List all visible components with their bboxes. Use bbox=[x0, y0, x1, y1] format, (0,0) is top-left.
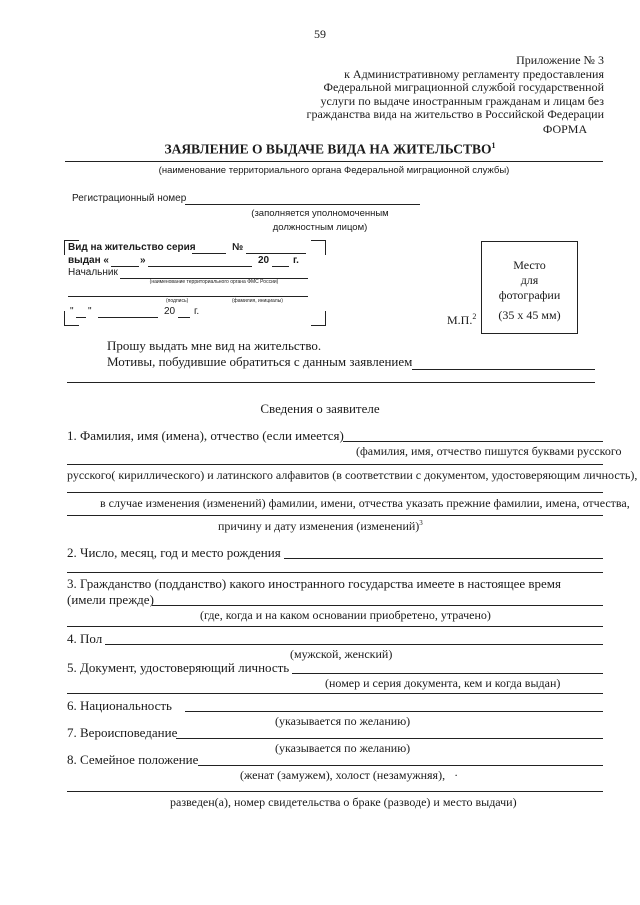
field4-hint: (мужской, женский) bbox=[290, 647, 393, 661]
field1-input-line-4[interactable] bbox=[67, 515, 603, 516]
field2-input-line-2[interactable] bbox=[67, 572, 603, 573]
field6-hint: (указывается по желанию) bbox=[275, 714, 411, 728]
page-number: 59 bbox=[314, 27, 326, 41]
document-title bbox=[70, 141, 590, 158]
field2-label: 2. Число, месяц, год и место рождения bbox=[67, 545, 281, 560]
photo-caption-3: фотографии bbox=[498, 288, 561, 302]
stamp-signature-line[interactable] bbox=[68, 296, 308, 297]
motives-input-line[interactable] bbox=[412, 369, 595, 370]
title-footnote: 1 bbox=[491, 141, 496, 150]
appendix-line-4: услуги по выдаче иностранным гражданам и лицам без bbox=[320, 93, 604, 108]
seal-place-footnote: 2 bbox=[472, 312, 477, 321]
stamp-date-day-input[interactable] bbox=[76, 317, 86, 318]
stamp-issued-quote: » bbox=[140, 255, 146, 266]
field3-input-line[interactable] bbox=[152, 605, 603, 606]
registration-label: Регистрационный номер bbox=[72, 193, 187, 204]
stamp-number-input[interactable] bbox=[246, 253, 306, 254]
field1-input-line-2[interactable] bbox=[67, 464, 603, 465]
field8-hint-2: разведен(а), номер свидетельства о браке (разводе) и место выдачи) bbox=[170, 795, 517, 809]
stamp-issued-year-suffix: г. bbox=[293, 255, 299, 266]
stamp-name-caption: (фамилия, инициалы) bbox=[232, 298, 283, 304]
stamp-series-label: Вид на жительство серия bbox=[68, 242, 196, 253]
stamp-head-label: Начальник bbox=[68, 267, 118, 278]
seal-place-text: М.П. bbox=[447, 313, 473, 327]
field1-hint-4-wrap bbox=[218, 519, 423, 534]
appendix-line-1: Приложение № 3 bbox=[516, 53, 604, 67]
field8-hint-1-wrap bbox=[240, 768, 458, 783]
stamp-series-input[interactable] bbox=[192, 253, 226, 254]
field1-hint-4: причину и дату изменения (изменений) bbox=[218, 519, 420, 533]
stamp-date-month-input[interactable] bbox=[98, 317, 158, 318]
field3-input-line-2[interactable] bbox=[67, 626, 603, 627]
authority-caption: (наименование территориального органа Федеральной миграционной службы) bbox=[158, 165, 510, 176]
field1-input-line-3[interactable] bbox=[67, 492, 603, 493]
field1-label: 1. Фамилия, имя (имена), отчество (если имеется) bbox=[67, 428, 344, 443]
stamp-sign-caption: (подпись) bbox=[166, 298, 189, 304]
field8-input-line-2[interactable] bbox=[67, 791, 603, 792]
title-text: ЗАЯВЛЕНИЕ О ВЫДАЧЕ ВИДА НА ЖИТЕЛЬСТВО bbox=[164, 141, 492, 157]
registration-caption-1: (заполняется уполномоченным bbox=[251, 208, 389, 219]
stamp-date-quote-close: " bbox=[88, 306, 92, 317]
appendix-header bbox=[300, 54, 604, 122]
corner-bottom-right bbox=[311, 311, 326, 326]
stamp-fms-caption: (наименование территориального органа ФМС России) bbox=[149, 279, 279, 285]
field3-label-2: (имели прежде) bbox=[67, 592, 154, 607]
section-title: Сведения о заявителе bbox=[260, 401, 380, 416]
field3-label-1: 3. Гражданство (подданство) какого иностранного государства имеете в настоящее время bbox=[67, 576, 561, 591]
corner-top-right bbox=[311, 240, 326, 255]
stamp-issued-year-input[interactable] bbox=[272, 266, 289, 267]
field1-hint-1: (фамилия, имя, отчество пишутся буквами русского bbox=[356, 444, 622, 458]
stamp-issued-year-prefix: 20 bbox=[258, 255, 270, 266]
photo-caption-1: Место bbox=[513, 258, 546, 272]
field1-hint-3: в случае изменения (изменений) фамилии, имени, отчества указать прежние фамилии, имена, отчества, bbox=[100, 496, 630, 510]
field7-hint: (указывается по желанию) bbox=[275, 741, 411, 755]
appendix-line-2: к Административному регламенту предоставления bbox=[344, 66, 604, 81]
field2-input-line[interactable] bbox=[284, 558, 603, 559]
field1-footnote: 3 bbox=[419, 519, 423, 527]
photo-size: (35 х 45 мм) bbox=[498, 308, 561, 322]
authority-line[interactable] bbox=[65, 161, 603, 162]
field1-hint-2: русского( кириллического) и латинского алфавитов (в соответствии с документом, удостоверяющим личность), bbox=[67, 468, 638, 482]
motives-label: Мотивы, побудившие обратиться с данным заявлением bbox=[107, 354, 413, 369]
field4-input-line[interactable] bbox=[105, 644, 603, 645]
stamp-date-year-prefix: 20 bbox=[164, 306, 176, 317]
field3-hint: (где, когда и на каком основании приобретено, утрачено) bbox=[200, 608, 491, 622]
field5-input-line-2[interactable] bbox=[67, 693, 603, 694]
field8-label: 8. Семейное положение bbox=[67, 752, 199, 767]
stamp-issued-month-input[interactable] bbox=[148, 266, 252, 267]
photo-caption bbox=[482, 258, 577, 303]
motives-input-line-2[interactable] bbox=[67, 382, 595, 383]
field7-label: 7. Вероисповедание bbox=[67, 725, 178, 740]
field1-input-line[interactable] bbox=[343, 441, 603, 442]
registration-caption-2: должностным лицом) bbox=[272, 222, 368, 233]
field5-hint: (номер и серия документа, кем и когда выдан) bbox=[325, 676, 561, 690]
stamp-date-quote-open: " bbox=[70, 306, 74, 317]
appendix-line-5: гражданства вида на жительство в Российской Федерации bbox=[306, 107, 604, 122]
photo-caption-2: для bbox=[520, 273, 539, 287]
field8-input-line[interactable] bbox=[198, 765, 603, 766]
field5-label: 5. Документ, удостоверяющий личность bbox=[67, 660, 290, 675]
stamp-number-label: № bbox=[232, 242, 244, 253]
request-text: Прошу выдать мне вид на жительство. bbox=[107, 338, 322, 353]
stamp-date-year-suffix: г. bbox=[194, 306, 200, 317]
field6-label: 6. Национальность bbox=[67, 698, 172, 713]
registration-caption bbox=[240, 207, 400, 235]
field6-input-line[interactable] bbox=[185, 711, 603, 712]
seal-place-label bbox=[447, 312, 476, 328]
field5-input-line[interactable] bbox=[292, 673, 603, 674]
stamp-date-year-input[interactable] bbox=[178, 317, 190, 318]
registration-input-line[interactable] bbox=[185, 204, 420, 205]
field7-input-line[interactable] bbox=[176, 738, 603, 739]
form-label: ФОРМА bbox=[542, 122, 588, 136]
stamp-area bbox=[64, 240, 326, 326]
field8-hint-1: (женат (замужем), холост (незамужняя), bbox=[240, 768, 446, 782]
stamp-issued-label: выдан « bbox=[68, 255, 109, 266]
field8-hint-mark: · bbox=[454, 768, 459, 782]
field4-label: 4. Пол bbox=[67, 631, 103, 646]
photo-placeholder[interactable] bbox=[481, 241, 578, 334]
appendix-line-3: Федеральной миграционной службой государственной bbox=[323, 80, 604, 95]
